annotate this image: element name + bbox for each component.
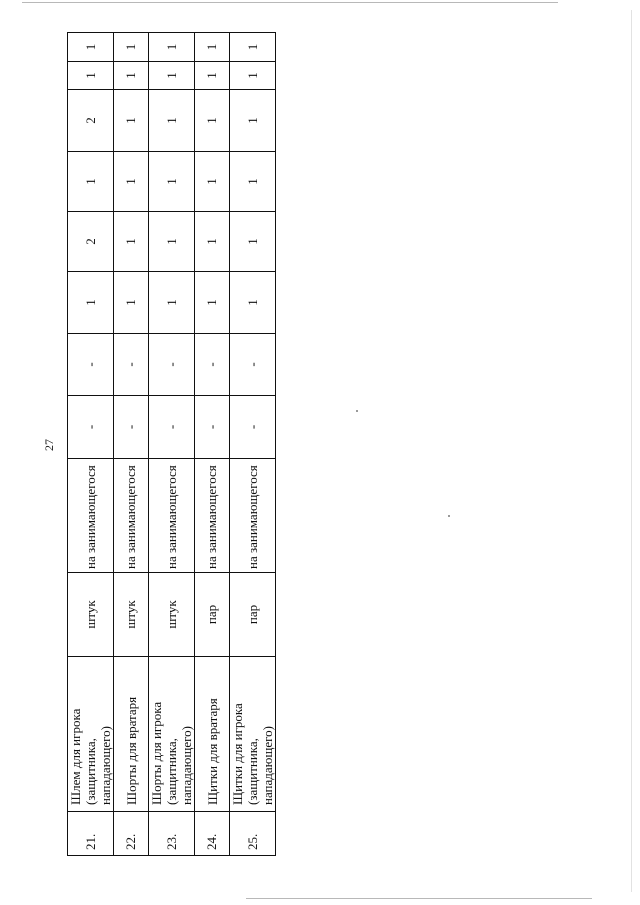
equipment-name: Шорты для вратаря: [114, 657, 149, 812]
table-row: [114, 33, 149, 856]
allocation-cell: на занимающегося: [68, 459, 114, 573]
quantity-cell: 1: [149, 62, 195, 90]
quantity-cell: 2: [68, 90, 114, 152]
equipment-name: Шлем для игрока (защитника, нападающего): [68, 657, 114, 812]
quantity-cell: -: [195, 334, 230, 396]
scan-edge-bottom: [246, 898, 592, 899]
row-number: 21.: [68, 812, 114, 856]
sports-equipment-table: [67, 32, 276, 856]
quantity-cell: 1: [114, 90, 149, 152]
quantity-cell: 1: [114, 62, 149, 90]
scan-edge-right: [631, 10, 632, 892]
scan-speck: [356, 410, 358, 412]
equipment-name: Щитки для вратаря: [195, 657, 230, 812]
unit-cell: пар: [195, 573, 230, 657]
unit-cell: штук: [68, 573, 114, 657]
quantity-cell: 1: [114, 212, 149, 272]
allocation-cell: на занимающегося: [149, 459, 195, 573]
unit-cell: пар: [230, 573, 276, 657]
quantity-cell: 1: [195, 152, 230, 212]
quantity-cell: 2: [68, 212, 114, 272]
quantity-cell: -: [149, 396, 195, 459]
quantity-cell: -: [114, 334, 149, 396]
quantity-cell: -: [68, 396, 114, 459]
table-row: [230, 33, 276, 856]
allocation-cell: на занимающегося: [230, 459, 276, 573]
quantity-cell: 1: [149, 152, 195, 212]
quantity-cell: -: [230, 334, 276, 396]
quantity-cell: 1: [195, 62, 230, 90]
quantity-cell: 1: [230, 272, 276, 334]
page-number: 27: [42, 439, 56, 451]
quantity-cell: 1: [230, 212, 276, 272]
quantity-cell: 1: [230, 62, 276, 90]
allocation-cell: на занимающегося: [114, 459, 149, 573]
row-number: 24.: [195, 812, 230, 856]
quantity-cell: 1: [195, 212, 230, 272]
quantity-cell: 1: [114, 152, 149, 212]
unit-cell: штук: [149, 573, 195, 657]
quantity-cell: 1: [230, 90, 276, 152]
quantity-cell: 1: [149, 33, 195, 62]
quantity-cell: 1: [230, 152, 276, 212]
quantity-cell: 1: [114, 272, 149, 334]
row-number: 23.: [149, 812, 195, 856]
row-number: 25.: [230, 812, 276, 856]
quantity-cell: -: [149, 334, 195, 396]
quantity-cell: 1: [68, 272, 114, 334]
row-number: 22.: [114, 812, 149, 856]
equipment-name: Щитки для игрока (защитника, нападающего): [230, 657, 276, 812]
table-row: [149, 33, 195, 856]
table-row: [68, 33, 114, 856]
quantity-cell: 1: [195, 33, 230, 62]
allocation-cell: на занимающегося: [195, 459, 230, 573]
quantity-cell: 1: [68, 33, 114, 62]
table-row: [195, 33, 230, 856]
equipment-name: Шорты для игрока (защитника, нападающего): [149, 657, 195, 812]
scan-speck: [448, 515, 450, 517]
quantity-cell: -: [195, 396, 230, 459]
equipment-table-area: [67, 33, 275, 856]
unit-cell: штук: [114, 573, 149, 657]
quantity-cell: 1: [114, 33, 149, 62]
quantity-cell: 1: [149, 212, 195, 272]
quantity-cell: -: [114, 396, 149, 459]
quantity-cell: 1: [149, 272, 195, 334]
quantity-cell: 1: [149, 90, 195, 152]
quantity-cell: 1: [68, 62, 114, 90]
quantity-cell: 1: [68, 152, 114, 212]
quantity-cell: 1: [195, 90, 230, 152]
quantity-cell: -: [68, 334, 114, 396]
quantity-cell: 1: [230, 33, 276, 62]
scan-edge-top: [22, 2, 558, 3]
quantity-cell: -: [230, 396, 276, 459]
quantity-cell: 1: [195, 272, 230, 334]
